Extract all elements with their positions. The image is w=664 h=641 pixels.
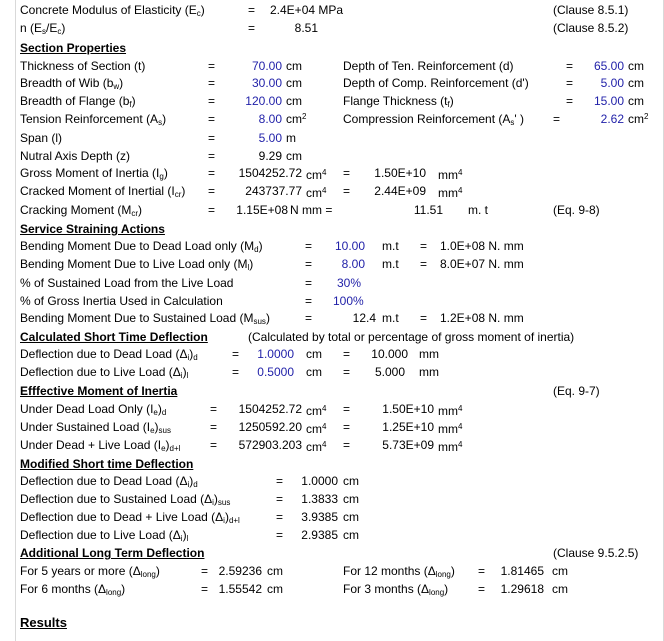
flange-thk-unit: cm: [628, 94, 644, 108]
live-moment-eq: =: [305, 257, 313, 271]
effective-moi-heading: Efffective Moment of Inertia: [20, 384, 178, 398]
long-term-clause: (Clause 9.5.2.5): [553, 546, 639, 560]
thickness-unit: cm: [286, 59, 302, 73]
long-5y-eq: =: [201, 564, 209, 578]
breadth-flange-eq: =: [208, 94, 216, 108]
eff-dl-eq: =: [210, 438, 218, 452]
eff-dead-eq: =: [210, 402, 218, 416]
breadth-wib-eq: =: [208, 76, 216, 90]
pct-gross-label: % of Gross Inertia Used in Calculation: [20, 294, 223, 308]
mod-dl-label: Deflection due to Dead + Live Load $(\Delta_i)_{d+l}$: [20, 510, 240, 525]
tension-reinf-eq: =: [208, 112, 216, 126]
cracked-moi-eq2: =: [343, 184, 351, 198]
short-live-eq2: =: [343, 365, 351, 379]
tension-reinf-unit: $cm^2$: [286, 112, 307, 126]
na-depth-unit: cm: [286, 149, 302, 163]
cracking-moment-unit2: m. t: [468, 203, 488, 217]
short-dead-label: Deflection due to Dead Load $(\Delta_i)_d$: [20, 347, 198, 362]
long-5y-label: For 5 years or more $(\Delta_{long})$: [20, 564, 160, 579]
long-6m-unit: cm: [267, 582, 283, 596]
eff-dead-value: 1504252.72: [238, 402, 302, 416]
long-12m-unit: cm: [552, 564, 568, 578]
na-depth-value: 9.29: [258, 149, 282, 163]
live-moment-unit: m.t: [382, 257, 399, 271]
short-dead-unit2: mm: [419, 347, 439, 361]
long-3m-value: 1.29618: [500, 582, 544, 596]
mod-live-unit: cm: [343, 528, 359, 542]
cracked-moi-value2: 2.44E+09: [374, 184, 426, 198]
dead-moment-label: Bending Moment Due to Dead Load only $(M_d)$: [20, 239, 263, 254]
short-time-note: (Calculated by total or percentage of gross moment of inertia): [248, 330, 575, 344]
flange-thk-eq: =: [566, 94, 574, 108]
pct-sustained-label: % of Sustained Load from the Live Load: [20, 276, 234, 290]
short-dead-value2: 10.000: [371, 347, 408, 361]
gross-moi-value2: 1.50E+10: [374, 166, 426, 180]
eff-dl-label: Under Dead + Live Load $(I_e)_{d+l}$: [20, 438, 181, 453]
thickness-eq: =: [208, 59, 216, 73]
flange-thk-value: 15.00: [593, 94, 624, 108]
breadth-flange-label: Breadth of Flange $(b_f)$: [20, 94, 136, 109]
long-3m-label: For 3 months $(\Delta_{long})$: [343, 582, 449, 597]
gross-moi-value: 1504252.72: [238, 166, 302, 180]
cracked-moi-unit: $cm^4$: [306, 186, 327, 200]
depth-ten-value: 65.00: [593, 59, 624, 73]
modulus-clause: (Clause 8.5.1): [553, 3, 629, 17]
short-dead-eq2: =: [343, 347, 351, 361]
cracking-moment-clause: (Eq. 9-8): [553, 203, 600, 217]
eff-dl-value2: 5.73E+09: [382, 438, 434, 452]
eff-dead-unit: $cm^4$: [306, 404, 327, 418]
span-label: Span (l): [20, 131, 63, 145]
breadth-flange-value: 120.00: [245, 94, 282, 108]
long-12m-eq: =: [478, 564, 486, 578]
short-live-unit2: mm: [419, 365, 439, 379]
comp-reinf-unit: $cm^2$: [628, 112, 649, 126]
mod-dl-value: 3.9385: [301, 510, 338, 524]
tension-reinf-value: 8.00: [258, 112, 282, 126]
mod-dead-value: 1.0000: [301, 474, 338, 488]
section-properties-heading: Section Properties: [20, 41, 127, 55]
mod-live-eq: =: [276, 528, 284, 542]
cracking-moment-label: Cracking Moment $(M_{cr})$: [20, 203, 143, 218]
short-dead-unit: cm: [306, 347, 322, 361]
short-live-value: 0.5000: [257, 365, 294, 379]
live-moment-label: Bending Moment Due to Live Load only $(M_l)$: [20, 257, 254, 272]
pct-gross-value: 100%: [333, 294, 364, 308]
sustained-moment-value2: 1.2E+08 N. mm: [440, 311, 524, 325]
span-value: 5.00: [258, 131, 282, 145]
na-depth-label: Nutral Axis Depth (z): [20, 149, 131, 163]
cracked-moi-label: Cracked Moment of Inertial $(I_{cr})$: [20, 184, 186, 199]
short-live-value2: 5.000: [374, 365, 405, 379]
sustained-moment-unit: m.t: [382, 311, 399, 325]
gross-moi-unit: $cm^4$: [306, 168, 327, 182]
short-live-label: Deflection due to Live Load $(\Delta_i)_l$: [20, 365, 189, 380]
long-12m-label: For 12 months $(\Delta_{long})$: [343, 564, 455, 579]
span-unit: m: [286, 131, 296, 145]
depth-ten-label: Depth of Ten. Reinforcement (d): [343, 59, 514, 73]
dead-moment-value2: 1.0E+08 N. mm: [440, 239, 524, 253]
eff-dl-value: 572903.203: [238, 438, 302, 452]
comp-reinf-eq: =: [553, 112, 561, 126]
dead-moment-unit: m.t: [382, 239, 399, 253]
n-label: n $(E_s/E_c)$: [20, 21, 66, 36]
pct-sustained-value: 30%: [337, 276, 362, 290]
pct-sustained-eq: =: [305, 276, 313, 290]
mod-dl-unit: cm: [343, 510, 359, 524]
dead-moment-eq2: =: [420, 239, 428, 253]
breadth-wib-unit: cm: [286, 76, 302, 90]
depth-comp-eq: =: [566, 76, 574, 90]
cracking-moment-unit: N mm =: [290, 203, 333, 217]
long-6m-eq: =: [201, 582, 209, 596]
short-dead-eq: =: [232, 347, 240, 361]
cracking-moment-value: 1.15E+08: [236, 203, 288, 217]
eff-dl-unit2: $mm^4$: [438, 440, 463, 454]
cracked-moi-value: 243737.77: [245, 184, 302, 198]
short-time-heading: Calculated Short Time Deflection: [20, 330, 208, 344]
mod-dead-unit: cm: [343, 474, 359, 488]
long-12m-value: 1.81465: [500, 564, 544, 578]
flange-thk-label: Flange Thickness $(t_f)$: [343, 94, 454, 109]
eff-dead-eq2: =: [343, 402, 351, 416]
short-dead-value: 1.0000: [257, 347, 294, 361]
eff-sus-value2: 1.25E+10: [382, 420, 434, 434]
tension-reinf-label: Tension Reinforcement $(A_s)$: [20, 112, 167, 127]
modified-heading: Modified Short time Deflection: [20, 457, 194, 471]
service-heading: Service Straining Actions: [20, 222, 165, 236]
eff-sus-value: 1250592.20: [238, 420, 302, 434]
gross-moi-eq: =: [208, 166, 216, 180]
short-live-eq: =: [232, 365, 240, 379]
breadth-wib-label: Breadth of Wib $(b_w)$: [20, 76, 124, 91]
grid-line: [15, 0, 16, 641]
sustained-moment-label: Bending Moment Due to Sustained Load $(M_{sus})$: [20, 311, 270, 326]
long-3m-eq: =: [478, 582, 486, 596]
breadth-wib-value: 30.00: [251, 76, 282, 90]
cracking-moment-value2: 11.51: [413, 203, 443, 217]
na-depth-eq: =: [208, 149, 216, 163]
long-3m-unit: cm: [552, 582, 568, 596]
gross-moi-eq2: =: [343, 166, 351, 180]
depth-ten-eq: =: [566, 59, 574, 73]
eff-sus-eq: =: [210, 420, 218, 434]
live-moment-value: 8.00: [341, 257, 365, 271]
cracked-moi-eq: =: [208, 184, 216, 198]
mod-dead-label: Deflection due to Dead Load $(\Delta_i)_d$: [20, 474, 198, 489]
mod-live-value: 2.9385: [301, 528, 338, 542]
modulus-label: Concrete Modulus of Elasticity $(E_c)$: [20, 3, 205, 18]
depth-comp-value: 5.00: [600, 76, 624, 90]
n-value: 8.51: [294, 21, 318, 35]
cracked-moi-unit2: $mm^4$: [438, 186, 463, 200]
cracking-moment-eq: =: [208, 203, 216, 217]
eff-dead-label: Under Dead Load Only $(I_e)_d$: [20, 402, 167, 417]
eff-sus-unit: $cm^4$: [306, 422, 327, 436]
breadth-flange-unit: cm: [286, 94, 302, 108]
span-eq: =: [208, 131, 216, 145]
eff-dead-unit2: $mm^4$: [438, 404, 463, 418]
mod-sus-unit: cm: [343, 492, 359, 506]
effective-moi-clause: (Eq. 9-7): [553, 384, 600, 398]
long-5y-value: 2.59236: [218, 564, 262, 578]
mod-dead-eq: =: [276, 474, 284, 488]
long-6m-value: 1.55542: [218, 582, 262, 596]
depth-comp-unit: cm: [628, 76, 644, 90]
comp-reinf-label: Compression Reinforcement ($A_s'$ ): [343, 112, 525, 127]
sustained-moment-eq2: =: [420, 311, 428, 325]
long-6m-label: For 6 months $(\Delta_{long})$: [20, 582, 126, 597]
modulus-eq: =: [248, 3, 256, 17]
n-clause: (Clause 8.5.2): [553, 21, 629, 35]
results-heading: Results: [20, 615, 67, 630]
gross-moi-label: Gross Moment of Inertia $(I_g)$: [20, 166, 168, 181]
thickness-value: 70.00: [251, 59, 282, 73]
eff-sus-label: Under Sustained Load $(I_e)_{sus}$: [20, 420, 171, 435]
comp-reinf-value: 2.62: [600, 112, 624, 126]
mod-live-label: Deflection due to Live Load $(\Delta_i)_l$: [20, 528, 189, 543]
sustained-moment-value: 12.4: [352, 311, 376, 325]
mod-sus-label: Deflection due to Sustained Load $(\Delta_i)_{sus}$: [20, 492, 231, 507]
dead-moment-eq: =: [305, 239, 313, 253]
eff-dl-unit: $cm^4$: [306, 440, 327, 454]
sustained-moment-eq: =: [305, 311, 313, 325]
modulus-value: 2.4E+04 MPa: [270, 3, 344, 17]
n-eq: =: [248, 21, 256, 35]
depth-ten-unit: cm: [628, 59, 644, 73]
short-live-unit: cm: [306, 365, 322, 379]
dead-moment-value: 10.00: [334, 239, 365, 253]
long-5y-unit: cm: [267, 564, 283, 578]
thickness-label: Thickness of Section (t): [20, 59, 146, 73]
eff-dead-value2: 1.50E+10: [382, 402, 434, 416]
live-moment-eq2: =: [420, 257, 428, 271]
mod-sus-eq: =: [276, 492, 284, 506]
mod-dl-eq: =: [276, 510, 284, 524]
long-term-heading: Additional Long Term Deflection: [20, 546, 205, 560]
mod-sus-value: 1.3833: [301, 492, 338, 506]
pct-gross-eq: =: [305, 294, 313, 308]
live-moment-value2: 8.0E+07 N. mm: [440, 257, 524, 271]
eff-dl-eq2: =: [343, 438, 351, 452]
gross-moi-unit2: $mm^4$: [438, 168, 463, 182]
eff-sus-unit2: $mm^4$: [438, 422, 463, 436]
eff-sus-eq2: =: [343, 420, 351, 434]
depth-comp-label: Depth of Comp. Reinforcement (d'): [343, 76, 529, 90]
